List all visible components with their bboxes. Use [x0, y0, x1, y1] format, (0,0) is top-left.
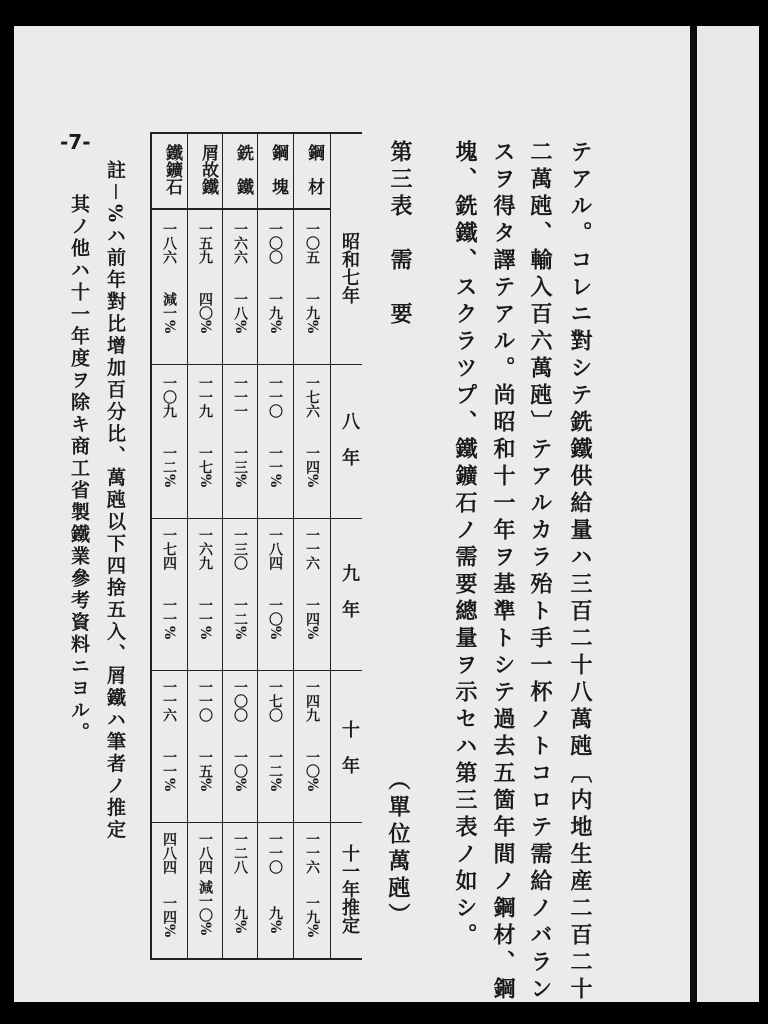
table-cell: 一九% — [267, 292, 283, 334]
table-cell: 一一〇 — [267, 376, 283, 418]
table-cell: 四〇% — [197, 292, 213, 334]
table-cell: 一一% — [197, 598, 213, 640]
table-cell: 一四% — [161, 896, 177, 938]
table-cell: 一〇% — [267, 598, 283, 640]
table-cell: 一〇五 — [304, 222, 320, 264]
row-header-pig-iron: 銑 鐵 — [233, 144, 253, 195]
body-line-1: テアル。コレニ對シテ銑鐵供給量ハ三百二十八萬瓲〔内地生産二百二十 — [567, 140, 593, 1004]
table-cell: 一二% — [267, 750, 283, 792]
table-cell: 一七〇 — [267, 680, 283, 722]
table-cell: 一一% — [161, 750, 177, 792]
table-cell: 九% — [267, 906, 283, 934]
table-cell: 一一〇 — [267, 832, 283, 874]
table-cell: 一三〇 — [232, 528, 248, 570]
table-cell: 一五九 — [197, 222, 213, 264]
table-cell: 一一九 — [197, 376, 213, 418]
adjacent-page-edge — [697, 26, 759, 1002]
year-header-1932: 昭和七年 — [339, 232, 360, 304]
year-header-1934: 九 年 — [339, 564, 360, 618]
row-header-ore: 鐵鑛石 — [162, 144, 182, 195]
row-header-steel: 鋼 材 — [304, 144, 324, 195]
table-cell: 一二八 — [232, 832, 248, 874]
year-header-1936: 十一年推定 — [339, 844, 360, 934]
table-cell: 一〇〇 — [267, 222, 283, 264]
table-cell: 一一〇 — [197, 680, 213, 722]
table-cell: 減一〇% — [197, 880, 213, 936]
table-title: 第三表 需 要 — [387, 140, 413, 329]
table-cell: 減一% — [161, 292, 177, 334]
table-cell: 一七四 — [161, 528, 177, 570]
table-cell: 一〇〇 — [232, 680, 248, 722]
year-header-1933: 八 年 — [339, 412, 360, 466]
table-cell: 一一六 — [161, 680, 177, 722]
table-cell: 一三% — [232, 446, 248, 488]
table-cell: 一一六 — [304, 528, 320, 570]
table-cell: 一七六 — [304, 376, 320, 418]
body-line-3: スヲ得タ譯テアル。尚昭和十一年ヲ基準トシテ過去五箇年間ノ鋼材、鋼 — [490, 140, 516, 1004]
table-cell: 四八四 — [161, 832, 177, 874]
table-cell: 一六九 — [197, 528, 213, 570]
table-cell: 一四% — [304, 598, 320, 640]
row-header-ingot: 鋼 塊 — [268, 144, 288, 195]
table-cell: 一一六 — [304, 832, 320, 874]
body-line-4: 塊、銑鐵、スクラツプ、鐵鑛石ノ需要總量ヲ示セハ第三表ノ如シ。 — [452, 140, 478, 950]
table-cell: 一二% — [232, 598, 248, 640]
table-cell: 一七% — [197, 446, 213, 488]
table-cell: 一八% — [232, 292, 248, 334]
table-cell: 一八四 — [267, 528, 283, 570]
demand-table — [150, 132, 362, 960]
table-cell: 一〇% — [304, 750, 320, 792]
body-line-2: 二萬瓲、輸入百六萬瓲〕テアルカラ殆ト手一杯ノトコロテ需給ノバラン — [527, 140, 553, 1004]
table-cell: 一五% — [197, 750, 213, 792]
table-cell: 一八四 — [197, 832, 213, 874]
table-cell: 一九% — [304, 896, 320, 938]
table-cell: 一一% — [161, 598, 177, 640]
note-line-1: 註－%ハ前年對比增加百分比、萬瓲以下四捨五入、屑鐵ハ筆者ノ推定 — [104, 160, 126, 842]
table-cell: 九% — [232, 906, 248, 934]
table-cell: 一一% — [267, 446, 283, 488]
table-cell: 一〇九 — [161, 376, 177, 418]
unit-label: （單位萬瓲） — [385, 768, 411, 930]
year-header-1935: 十 年 — [339, 720, 360, 774]
row-header-scrap: 屑故鐵 — [198, 144, 218, 195]
table-cell: 一九% — [304, 292, 320, 334]
table-cell: 一四% — [304, 446, 320, 488]
table-cell: 一四九 — [304, 680, 320, 722]
table-cell: 一一一 — [232, 376, 248, 418]
note-line-2: 其ノ他ハ十一年度ヲ除キ商工省製鐵業參考資料ニヨル。 — [68, 194, 90, 744]
table-cell: 一六六 — [232, 222, 248, 264]
table-cell: 一八六 — [161, 222, 177, 264]
page-number: -7- — [60, 130, 91, 154]
table-cell: 一二% — [161, 446, 177, 488]
table-cell: 一〇% — [232, 750, 248, 792]
page-seam — [690, 26, 697, 1002]
